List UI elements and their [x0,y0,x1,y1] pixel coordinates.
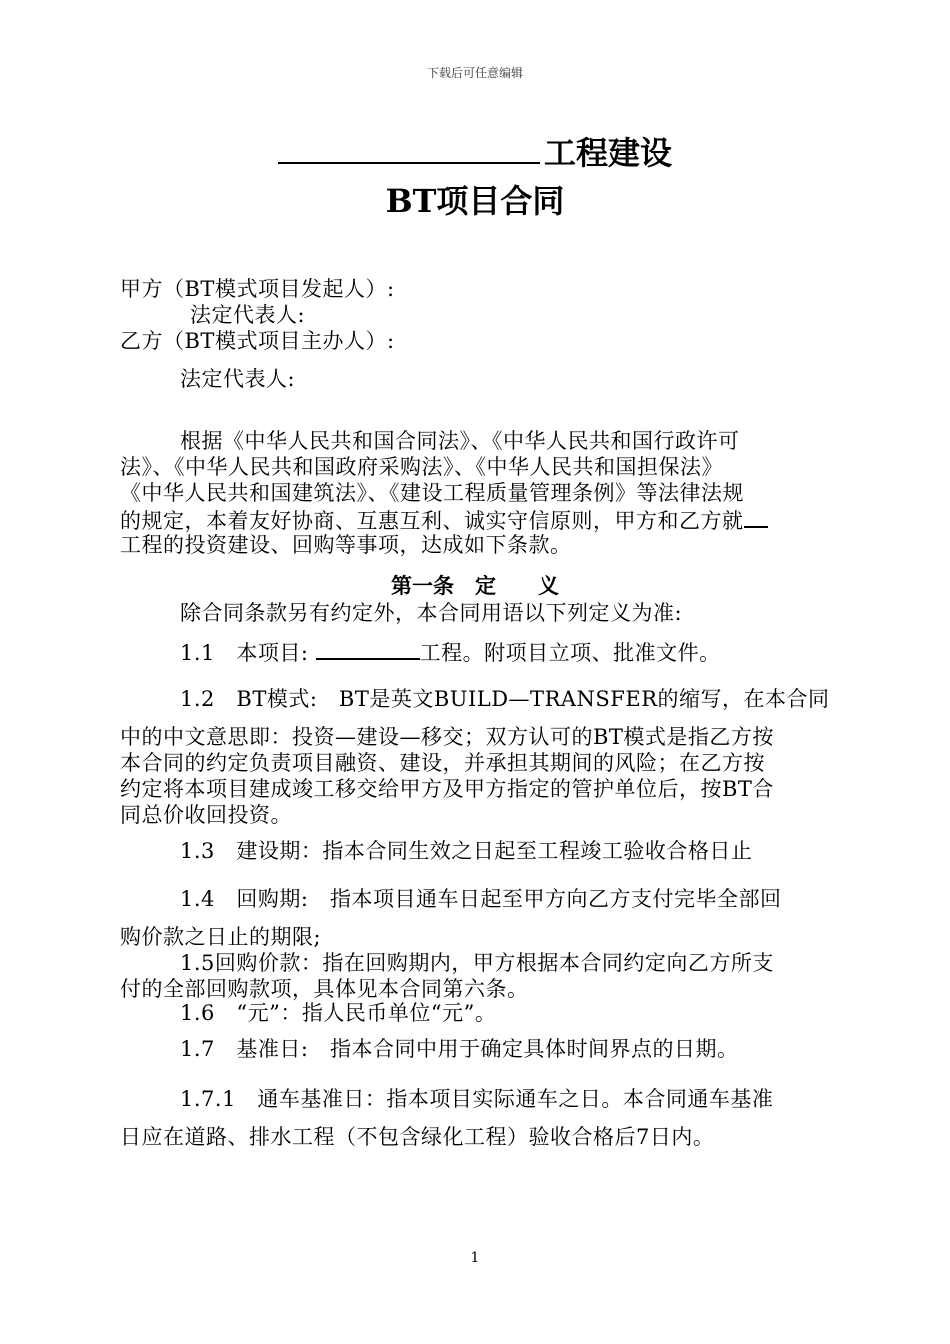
party-b-representative: 法定代表人: [180,367,296,391]
party-b-label: 乙方（BT模式项目主办人）: [120,329,395,353]
party-a-representative: 法定代表人: [190,303,306,327]
definition-1-7-1-line: 1.7.1 通车基准日：指本项目实际通车之日。本合同通车基准 [180,1087,774,1111]
definition-1-7-1-line: 日应在道路、排水工程（不包含绿化工程）验收合格后7日内。 [120,1125,715,1149]
definition-1-2-line: 约定将本项目建成竣工移交给甲方及甲方指定的管护单位后，按BT合 [120,777,774,801]
contract-title-line2: BT项目合同 [385,182,565,220]
preamble-line: 法》、《中华人民共和国政府采购法》、《中华人民共和国担保法》 [120,455,723,479]
definition-1-7: 1.7 基准日: 指本合同中用于确定具体时间界点的日期。 [180,1037,739,1061]
preamble-text: 的规定，本着友好协商、互惠互利、诚实守信原则，甲方和乙方就 [120,509,744,533]
contract-title-line1 [0,128,950,176]
header-note: 下载后可任意编辑 [426,66,523,80]
definition-1-6: 1.6 “元”：指人民币单位“元”。 [180,1001,497,1025]
definition-1-2-line: 中的中文意思即：投资—建设—移交；双方认可的BT模式是指乙方按 [120,725,774,749]
definition-1-1-suffix: 工程。附项目立项、批准文件。 [419,641,721,665]
definition-1-2-line: 本合同的约定负责项目融资、建设，并承担其期间的风险；在乙方按 [120,751,765,775]
project-name-blank [316,638,420,660]
definition-1-1 [180,638,721,666]
party-a-label: 甲方（BT模式项目发起人）: [120,277,395,301]
definition-1-4-line: 1.4 回购期: 指本项目通车日起至甲方向乙方支付完毕全部回 [180,887,782,911]
project-blank [744,506,768,528]
definition-1-5-line: 1.5回购价款：指在回购期内，甲方根据本合同约定向乙方所支 [180,951,774,975]
definition-1-2-line: 1.2 BT模式: BT是英文BUILD—TRANSFER的缩写，在本合同 [180,687,830,711]
article-1-heading: 第一条 定 义 [391,574,559,598]
article-1-intro: 除合同条款另有约定外，本合同用语以下列定义为准: [180,601,683,625]
project-name-blank [278,128,540,164]
definition-1-2-line: 同总价收回投资。 [120,803,292,827]
definition-1-1-prefix: 1.1 本项目: [180,641,309,665]
page-number: 1 [470,1250,480,1266]
definition-1-4-line: 购价款之日止的期限; [120,925,322,949]
title-suffix: 工程建设 [543,134,672,172]
definition-1-5-line: 付的全部回购款项，具体见本合同第六条。 [120,977,529,1001]
definition-1-3: 1.3 建设期：指本合同生效之日起至工程竣工验收合格日止 [180,839,753,863]
preamble-line [120,506,768,534]
preamble-line: 根据《中华人民共和国合同法》、《中华人民共和国行政许可 [180,429,740,453]
preamble-line: 工程的投资建设、回购等事项，达成如下条款。 [120,533,572,557]
preamble-line: 《中华人民共和国建筑法》、《建设工程质量管理条例》等法律法规 [120,481,744,505]
